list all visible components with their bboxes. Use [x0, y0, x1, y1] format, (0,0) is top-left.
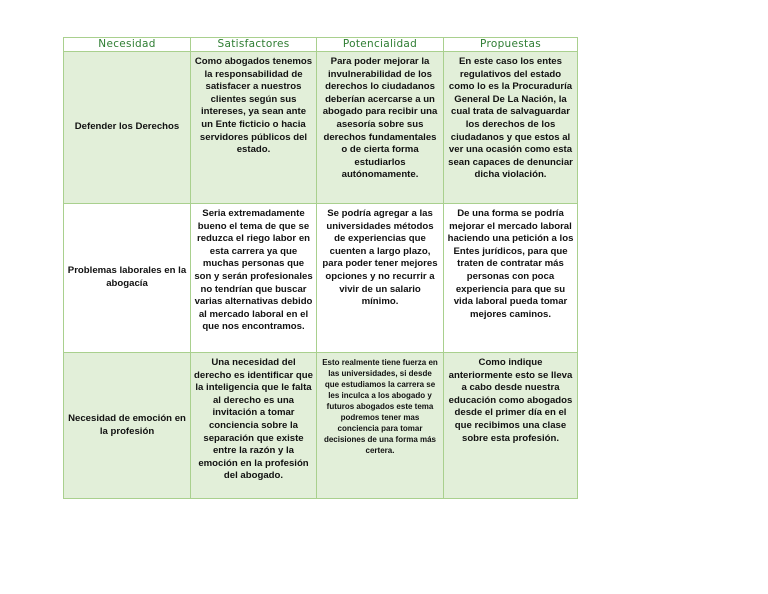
satisfactores-cell: Como abogados tenemos la responsabilidad de satisfacer a nuestros clientes según sus intereses, ya sean ante un Ente ficticio o hacia servidores públicos del estado. [191, 52, 317, 204]
potencialidad-cell: Se podría agregar a las universidades métodos de experiencias que cuenten a largo plazo, para poder tener mejores opciones y no recurrir a vivir de un salario mínimo. [317, 204, 444, 353]
table-row [64, 52, 578, 204]
header-potencialidad: Potencialidad [317, 38, 444, 52]
table-row [64, 204, 578, 353]
header-propuestas: Propuestas [444, 38, 578, 52]
table-row [64, 353, 578, 499]
propuestas-cell: En este caso los entes regulativos del estado como lo es la Procuraduría General De La Nación, la cual trata de salvaguardar los derechos de los ciudadanos y que estos al ver una ocasión como esta sean capaces de denunciar dicha violación. [444, 52, 578, 204]
need-cell: Problemas laborales en la abogacía [64, 204, 191, 353]
need-cell: Defender los Derechos [64, 52, 191, 204]
header-necesidad: Necesidad [64, 38, 191, 52]
table-header-row [64, 38, 578, 52]
potencialidad-cell: Esto realmente tiene fuerza en las universidades, si desde que estudiamos la carrera se les inculca a los abogado y futuros abogados este tema podremos tener mas conciencia para tomar decisiones de una forma más certera. [317, 353, 444, 499]
satisfactores-cell: Seria extremadamente bueno el tema de que se reduzca el riego labor en esta carrera ya que muchas personas que son y serán profesionales no tendrían que buscar varias alternativas debido al mercado laboral en el que nos encontramos. [191, 204, 317, 353]
need-cell: Necesidad de emoción en la profesión [64, 353, 191, 499]
propuestas-cell: De una forma se podría mejorar el mercado laboral haciendo una petición a los Entes jurídicos, para que traten de contratar más personas con poca experiencia para que su vida laboral pueda tomar mejores caminos. [444, 204, 578, 353]
needs-table [63, 37, 578, 499]
potencialidad-cell: Para poder mejorar la invulnerabilidad de los derechos lo ciudadanos deberían acercarse a un abogado para recibir una asesoría sobre sus derechos fundamentales o de cierta forma estudiarlos autónomamente. [317, 52, 444, 204]
header-satisfactores: Satisfactores [191, 38, 317, 52]
satisfactores-cell: Una necesidad del derecho es identificar que la inteligencia que le falta al derecho es una invitación a tomar conciencia sobre la separación que existe entre la razón y la emoción en la profesión del abogado. [191, 353, 317, 499]
propuestas-cell: Como indique anteriormente esto se lleva a cabo desde nuestra educación como abogados desde el primer día en el que recibimos una clase sobre esta profesión. [444, 353, 578, 499]
